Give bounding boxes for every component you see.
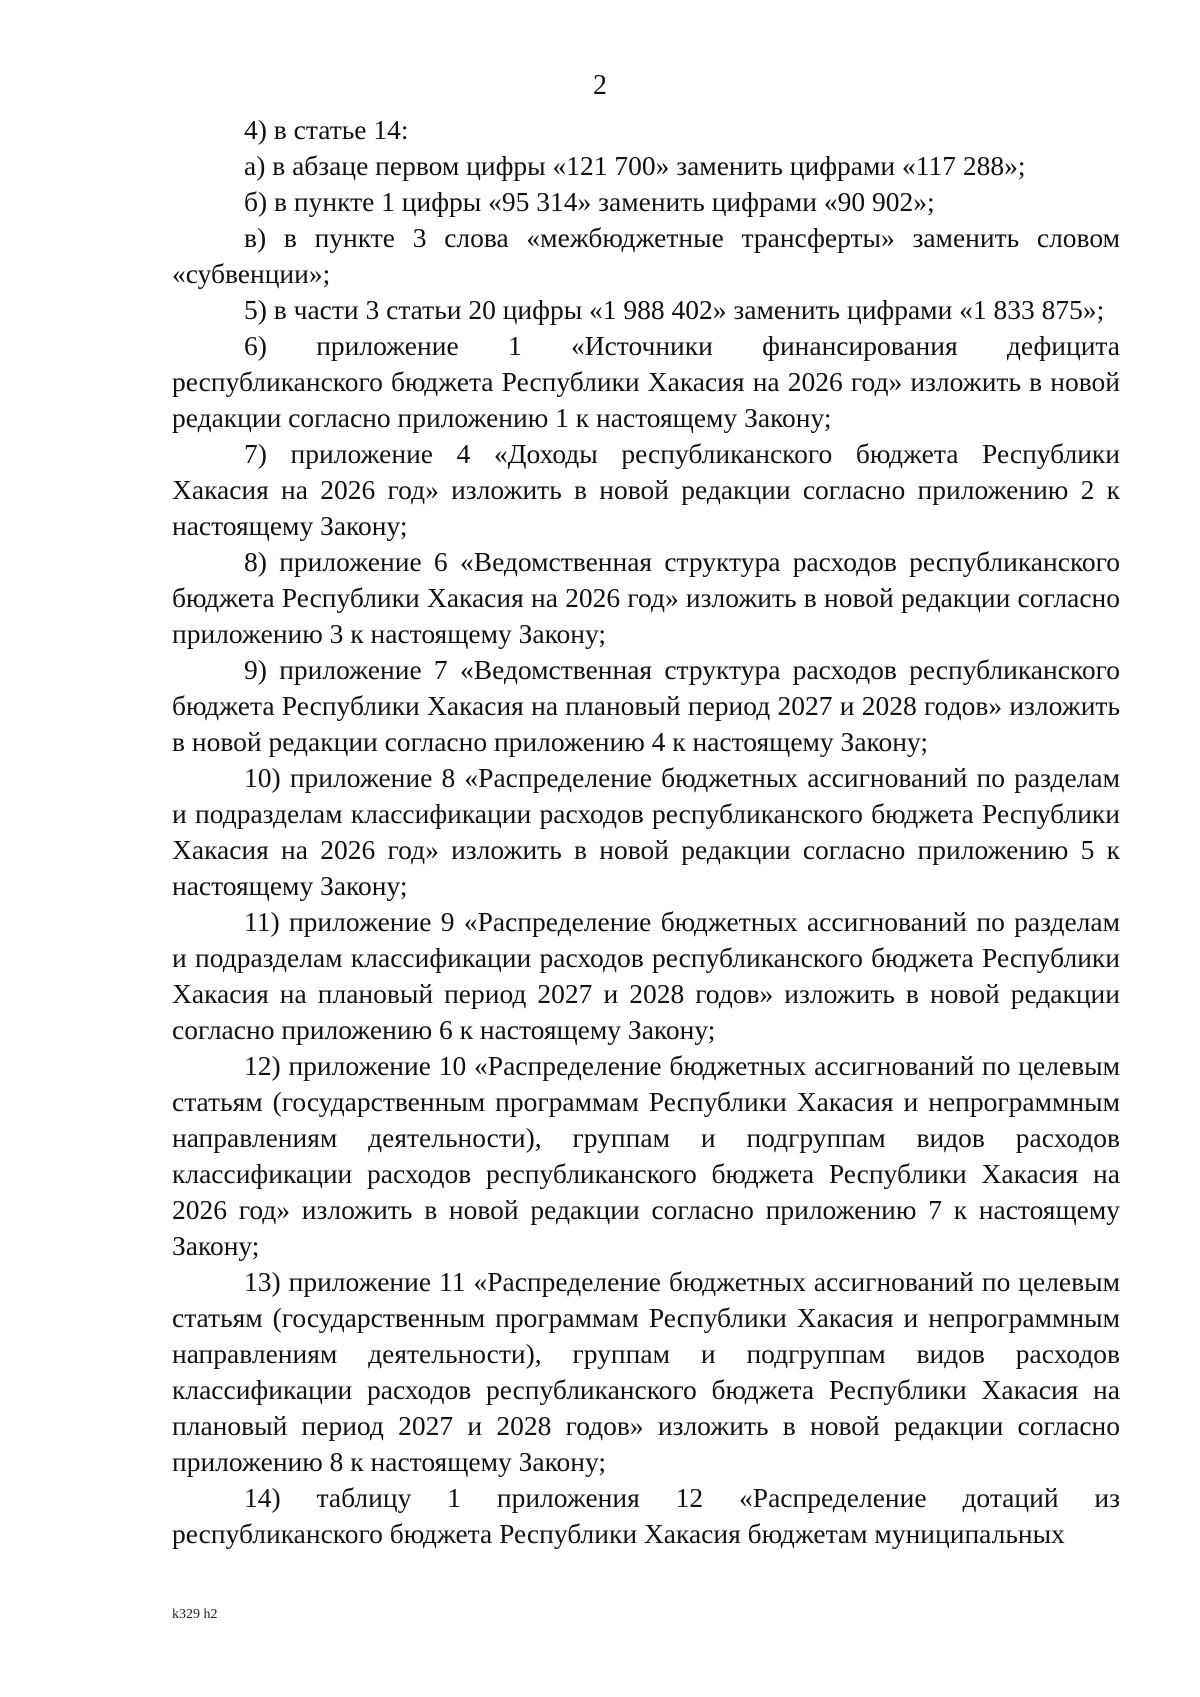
paragraph-item-4: 4) в статье 14: [244,114,409,145]
paragraph-subitem-b: б) в пункте 1 цифры «95 314» заменить цифрами «90 902»; [244,186,935,217]
paragraph-item-12: 12) приложение 10 «Распределение бюджетных ассигнований по целевым статьям (государственным программам Республики Хакасия и непрограммным направлениям деятельности), группам и подгруппам видов расходов классификации расходов республиканского бюджета Республики Хакасия на 2026 год» изложить в новой редакции согласно приложению 7 к настоящему Закону; [172,1050,1120,1261]
paragraph-item-11: 11) приложение 9 «Распределение бюджетных ассигнований по разделам и подразделам классификации расходов республиканского бюджета Республики Хакасия на плановый период 2027 и 2028 годов» изложить в новой редакции согласно приложению 6 к настоящему Закону; [172,906,1120,1045]
document-body [172,112,1120,1552]
paragraph-subitem-v: в) в пункте 3 слова «межбюджетные трансферты» заменить словом «субвенции»; [172,222,1120,289]
paragraph-item-6: 6) приложение 1 «Источники финансирования дефицита республиканского бюджета Республики Хакасия на 2026 год» изложить в новой редакции согласно приложению 1 к настоящему Закону; [172,330,1120,433]
paragraph-item-10: 10) приложение 8 «Распределение бюджетных ассигнований по разделам и подразделам классификации расходов республиканского бюджета Республики Хакасия на 2026 год» изложить в новой редакции согласно приложению 5 к настоящему Закону; [172,762,1120,901]
paragraph-item-9: 9) приложение 7 «Ведомственная структура расходов республиканского бюджета Республики Хакасия на плановый период 2027 и 2028 годов» изложить в новой редакции согласно приложению 4 к настоящему Закону; [172,654,1120,757]
document-code: k329 h2 [172,1607,218,1622]
paragraph-item-13: 13) приложение 11 «Распределение бюджетных ассигнований по целевым статьям (государственным программам Республики Хакасия и непрограммным направлениям деятельности), группам и подгруппам видов расходов классификации расходов республиканского бюджета Республики Хакасия на плановый период 2027 и 2028 годов» изложить в новой редакции согласно приложению 8 к настоящему Закону; [172,1266,1120,1477]
page-number: 2 [593,70,607,101]
paragraph-subitem-a: а) в абзаце первом цифры «121 700» заменить цифрами «117 288»; [244,150,1026,181]
paragraph-item-5: 5) в части 3 статьи 20 цифры «1 988 402» заменить цифрами «1 833 875»; [244,294,1105,325]
paragraph-item-14: 14) таблицу 1 приложения 12 «Распределение дотаций из республиканского бюджета Республики Хакасия бюджетам муниципальных [172,1482,1120,1549]
paragraph-item-8: 8) приложение 6 «Ведомственная структура расходов республиканского бюджета Республики Хакасия на 2026 год» изложить в новой редакции согласно приложению 3 к настоящему Закону; [172,546,1120,649]
paragraph-item-7: 7) приложение 4 «Доходы республиканского бюджета Республики Хакасия на 2026 год» изложить в новой редакции согласно приложению 2 к настоящему Закону; [172,438,1120,541]
